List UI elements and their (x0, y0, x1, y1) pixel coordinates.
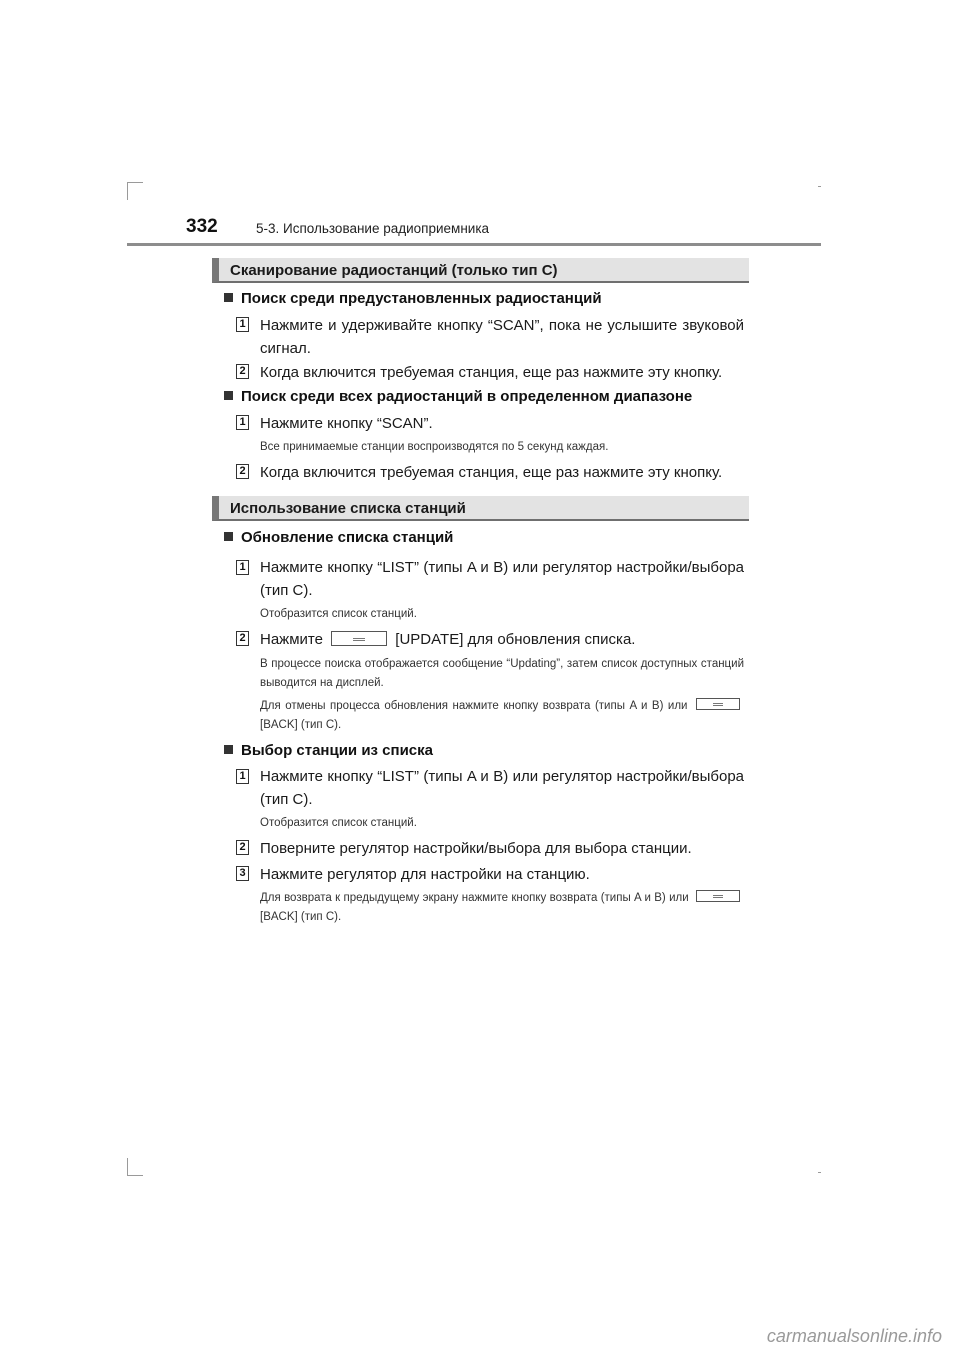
step-text: Поверните регулятор настройки/выбора для выбора станции. (260, 840, 692, 857)
square-bullet-icon (224, 745, 233, 754)
header-divider (127, 243, 821, 246)
section-heading-text: Использование списка станций (230, 500, 466, 517)
section-heading-text: Сканирование радиостанций (только тип C) (230, 262, 558, 279)
step-note: Отобразится список станций. (260, 608, 417, 620)
step-number-3: 3 (236, 866, 249, 881)
button-dash-icon (713, 703, 723, 706)
section-heading-list (212, 496, 749, 521)
step-note: Для отмены процесса обновления нажмите кнопку возврата (типы A и B) или [BACK] (тип C). (260, 697, 744, 735)
subheading-preset-search: Поиск среди предустановленных радиостанций (224, 290, 602, 307)
step-number-2: 2 (236, 840, 249, 855)
watermark: carmanualsonline.info (766, 1326, 942, 1346)
step-text: Нажмите кнопку “LIST” (типы A и B) или регулятор настройки/выбора (тип C). (260, 559, 744, 599)
crop-mark-bottom-left-v (127, 1158, 128, 1176)
square-bullet-icon (224, 532, 233, 541)
step-note: Для возврата к предыдущему экрану нажмите кнопку возврата (типы A и B) или [BACK] (тип C). (260, 889, 744, 927)
step-number-2: 2 (236, 631, 249, 646)
section-heading-scan (212, 258, 749, 283)
step-number-2: 2 (236, 364, 249, 379)
crop-mark-top-right (818, 186, 821, 187)
step-text: Нажмите и удерживайте кнопку “SCAN”, пока не услышите звуковой сигнал. (260, 317, 744, 357)
back-screen-button[interactable] (696, 890, 740, 902)
step-text: Нажмите регулятор для настройки на станцию. (260, 866, 590, 883)
step-text: Когда включится требуемая станция, еще раз нажмите эту кнопку. (260, 464, 723, 481)
update-screen-button[interactable] (331, 631, 387, 646)
step-number-1: 1 (236, 769, 249, 784)
step-number-1: 1 (236, 560, 249, 575)
square-bullet-icon (224, 391, 233, 400)
square-bullet-icon (224, 293, 233, 302)
subheading-select-from-list: Выбор станции из списка (224, 742, 433, 759)
step-number-1: 1 (236, 415, 249, 430)
crop-mark-top-left-h (127, 182, 143, 183)
crop-mark-bottom-right (818, 1172, 821, 1173)
button-dash-icon (713, 895, 723, 898)
step-text: Нажмите кнопку “LIST” (типы A и B) или регулятор настройки/выбора (тип C). (260, 768, 744, 808)
step-note: В процессе поиска отображается сообщение “Updating”, затем список доступных станций выводится на дисплей. (260, 658, 744, 689)
crop-mark-top-left-v (127, 182, 128, 200)
step-text: Когда включится требуемая станция, еще раз нажмите эту кнопку. (260, 364, 723, 381)
page-number: 332 (186, 216, 218, 237)
step-note: Все принимаемые станции воспроизводятся по 5 секунд каждая. (260, 441, 609, 453)
button-dash-icon (353, 638, 365, 641)
step-number-1: 1 (236, 317, 249, 332)
subheading-update-list: Обновление списка станций (224, 529, 453, 546)
step-text: Нажмите кнопку “SCAN”. (260, 415, 433, 432)
section-title: 5-3. Использование радиоприемника (256, 221, 490, 236)
back-screen-button[interactable] (696, 698, 740, 710)
step-note: Отобразится список станций. (260, 817, 417, 829)
step-text: Нажмите [UPDATE] для обновления списка. (260, 631, 636, 648)
crop-mark-bottom-left-h (127, 1175, 143, 1176)
subheading-all-search: Поиск среди всех радиостанций в определенном диапазоне (224, 388, 692, 405)
step-number-2: 2 (236, 464, 249, 479)
